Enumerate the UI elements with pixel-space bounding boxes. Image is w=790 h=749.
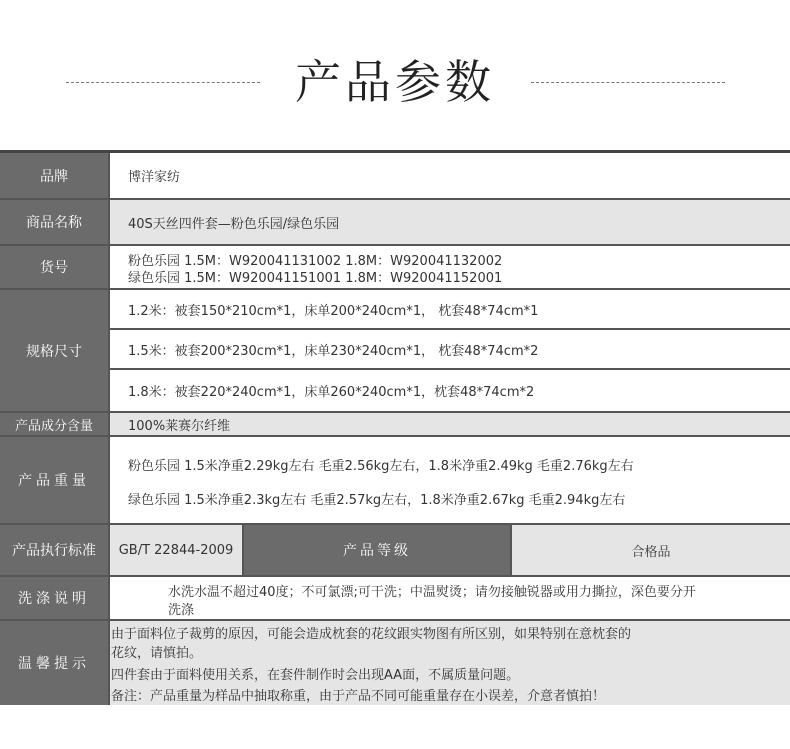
grade-value: 合格品 [512, 525, 790, 575]
size-row-1-5m [110, 330, 790, 370]
material-text: 100%莱赛尔纤维 [128, 418, 231, 434]
label-standard: 产品执行标准 [0, 525, 110, 575]
weight-line-green: 绿色乐园 1.5米净重2.3kg左右 毛重2.57kg左右，1.8米净重2.67kg 毛重2.94kg左右 [128, 493, 626, 508]
grade-label: 产品等级 [244, 525, 512, 575]
value-standard-group [110, 525, 790, 575]
value-weight [110, 437, 790, 523]
title-section [0, 0, 790, 150]
value-size [110, 290, 790, 411]
row-size [0, 290, 790, 413]
label-sku: 货号 [0, 246, 110, 288]
wash-line-1: 水洗水温不超过40度；不可氯漂;可干洗；中温熨烫；请勿接触锐器或用力撕拉，深色要分开 [168, 585, 696, 600]
label-size: 规格尺寸 [0, 290, 110, 411]
row-tips [0, 621, 790, 705]
title-divider-right [531, 82, 725, 83]
row-product-name [0, 200, 790, 246]
row-sku [0, 246, 790, 290]
tip-line-3: 四件套由于面料使用关系，在套件制作时会出现AA面，不属质量问题。 [111, 668, 520, 683]
label-brand: 品牌 [0, 153, 110, 198]
weight-line-pink: 粉色乐园 1.5米净重2.29kg左右 毛重2.56kg左右，1.8米净重2.49kg 毛重2.76kg左右 [128, 459, 634, 474]
standard-value: GB/T 22844-2009 [110, 525, 244, 575]
value-brand [110, 153, 790, 198]
label-material: 产品成分含量 [0, 413, 110, 435]
tip-line-4: 备注：产品重量为样品中抽取称重，由于产品不同可能重量存在小误差，介意者慎拍！ [111, 689, 606, 704]
value-tips [110, 621, 790, 705]
spec-table [0, 150, 790, 705]
brand-text: 博洋家纺 [128, 170, 181, 185]
size-row-1-8m [110, 370, 790, 411]
size-row-1-2m [110, 290, 790, 330]
row-brand [0, 153, 790, 200]
value-wash [110, 577, 790, 619]
product-name-text: 40S天丝四件套—粉色乐园/绿色乐园 [128, 216, 340, 232]
sku-line-green: 绿色乐园 1.5M：W920041151001 1.8M：W920041152001 [128, 271, 503, 286]
size-text-1-5m: 1.5米：被套200*230cm*1，床单230*240cm*1， 枕套48*74cm*2 [128, 343, 539, 359]
label-weight: 产品重量 [0, 437, 110, 523]
label-wash: 洗涤说明 [0, 577, 110, 619]
label-tips: 温馨提示 [0, 621, 110, 705]
value-product-name [110, 200, 790, 244]
wash-line-2: 洗涤 [168, 603, 195, 618]
value-material [110, 413, 790, 435]
size-text-1-2m: 1.2米：被套150*210cm*1，床单200*240cm*1， 枕套48*74cm*1 [128, 303, 539, 319]
value-sku [110, 246, 790, 288]
row-standard [0, 525, 790, 577]
sku-line-pink: 粉色乐园 1.5M：W920041131002 1.8M：W920041132002 [128, 254, 503, 269]
tip-line-1: 由于面料位子裁剪的原因，可能会造成枕套的花纹跟实物图有所区别，如果特别在意枕套的 [111, 627, 632, 642]
page-title: 产品参数 [295, 55, 495, 109]
size-text-1-8m: 1.8米：被套220*240cm*1，床单260*240cm*1，枕套48*74cm*2 [128, 385, 535, 400]
row-wash [0, 577, 790, 621]
tip-line-2: 花纹，请慎拍。 [111, 646, 203, 661]
row-weight [0, 437, 790, 525]
label-product-name: 商品名称 [0, 200, 110, 244]
row-material [0, 413, 790, 437]
